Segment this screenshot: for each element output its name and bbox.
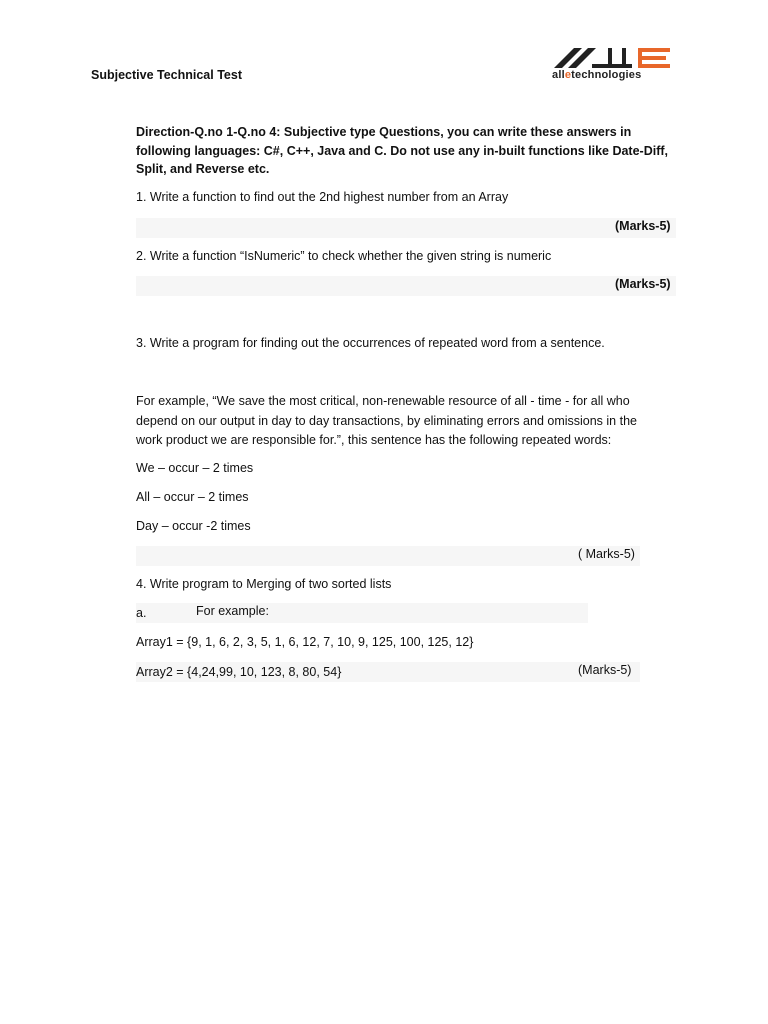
answer-area-2: [136, 276, 676, 296]
question-3-marks: ( Marks-5): [578, 547, 635, 561]
logo-mark-icon: [552, 44, 674, 70]
question-2-marks: (Marks-5): [615, 277, 671, 291]
question-3: 3. Write a program for finding out the occurrences of repeated word from a sentence.: [136, 336, 605, 350]
logo-wordmark: alletechnologies: [552, 69, 642, 81]
page-title: Subjective Technical Test: [91, 68, 242, 82]
sub-item-label: a.: [136, 606, 147, 620]
answer-area-1: [136, 218, 676, 238]
array-1: Array1 = {9, 1, 6, 2, 3, 5, 1, 6, 12, 7, 10, 9, 125, 100, 125, 12}: [136, 635, 474, 649]
sub-item-text: For example:: [196, 604, 269, 618]
repeated-word-3: Day – occur -2 times: [136, 519, 251, 533]
company-logo: [552, 44, 674, 84]
repeated-word-1: We – occur – 2 times: [136, 461, 254, 475]
question-2: 2. Write a function “IsNumeric” to check whether the given string is numeric: [136, 249, 552, 263]
array-2: Array2 = {4,24,99, 10, 123, 8, 80, 54}: [136, 665, 342, 679]
answer-area-3: [136, 546, 640, 566]
question-4: 4. Write program to Merging of two sorted lists: [136, 577, 392, 591]
directions-text: Direction-Q.no 1-Q.no 4: Subjective type Questions, you can write these answers in following languages: C#, C++, Java and C. Do not use any in-built functions like Date-Diff, Split, and Reverse etc.: [136, 125, 669, 176]
question-4-marks: (Marks-5): [578, 663, 632, 677]
question-3-example: For example, “We save the most critical, non-renewable resource of all - time - for all who depend on our output in day to day transactions, by eliminating errors and omissions in the work product we are responsible for.”, this sentence has the following repeated words:: [136, 394, 637, 447]
question-1-marks: (Marks-5): [615, 219, 671, 233]
repeated-word-2: All – occur – 2 times: [136, 490, 249, 504]
question-1: 1. Write a function to find out the 2nd highest number from an Array: [136, 190, 509, 204]
